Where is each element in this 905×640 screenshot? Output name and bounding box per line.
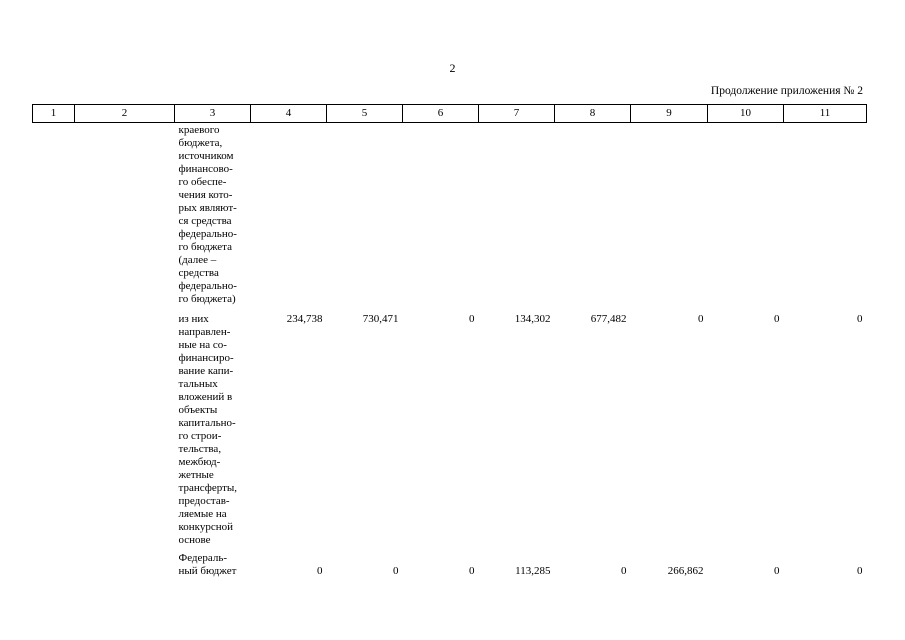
column-header: 10 — [708, 105, 784, 123]
value-cell: 113,285 — [515, 565, 551, 577]
column-header: 1 — [33, 105, 75, 123]
value-cell — [403, 123, 479, 307]
value-cell: 677,482 — [590, 313, 627, 325]
value-cell: 0 — [317, 565, 323, 577]
value-cell: 0 — [857, 313, 863, 325]
column-header: 6 — [403, 105, 479, 123]
column-number-header-row — [33, 105, 867, 123]
value-cell: 134,302 — [514, 313, 551, 325]
table-cell — [33, 306, 75, 547]
table-cell — [33, 123, 75, 307]
table-cell — [75, 306, 175, 547]
value-cell — [708, 123, 784, 307]
row-name-cell: Федераль- ный бюджет — [178, 552, 237, 577]
table-cell — [75, 547, 175, 578]
value-cell — [555, 123, 631, 307]
column-header: 7 — [479, 105, 555, 123]
value-cell: 0 — [621, 565, 627, 577]
column-header: 2 — [75, 105, 175, 123]
table-row — [33, 306, 867, 547]
value-cell — [479, 123, 555, 307]
row-name-cell: краевого бюджета, источником финансово- го обеспе- чения кото- рых являют- ся средства федерально- го бюджета (далее – средства федерально- го бюджета) — [178, 124, 237, 305]
value-cell: 234,738 — [286, 313, 323, 325]
column-header: 9 — [631, 105, 708, 123]
value-cell — [251, 123, 327, 307]
column-header: 4 — [251, 105, 327, 123]
column-header: 5 — [327, 105, 403, 123]
table-cell — [75, 123, 175, 307]
value-cell — [327, 123, 403, 307]
row-name-cell: из них направлен- ные на со- финансиро- вание капи- тальных вложений в объекты капитально- го строи- тельства, межбюд- жетные трансферты, предостав- ляемые на конкурсной основе — [178, 313, 238, 546]
column-header: 3 — [175, 105, 251, 123]
value-cell: 266,862 — [667, 565, 704, 577]
value-cell — [631, 123, 708, 307]
value-cell — [784, 123, 867, 307]
value-cell: 0 — [774, 313, 780, 325]
value-cell: 0 — [774, 565, 780, 577]
value-cell: 0 — [393, 565, 399, 577]
value-cell: 0 — [698, 313, 704, 325]
appendix-table — [32, 104, 867, 578]
value-cell: 730,471 — [362, 313, 399, 325]
value-cell: 0 — [857, 565, 863, 577]
value-cell: 0 — [469, 565, 475, 577]
table-row — [33, 123, 867, 307]
table-row — [33, 547, 867, 578]
value-cell: 0 — [469, 313, 475, 325]
page-number: 2 — [449, 61, 456, 75]
column-header: 11 — [784, 105, 867, 123]
column-header: 8 — [555, 105, 631, 123]
continuation-note: Продолжение приложения № 2 — [710, 85, 863, 97]
table-cell — [33, 547, 75, 578]
